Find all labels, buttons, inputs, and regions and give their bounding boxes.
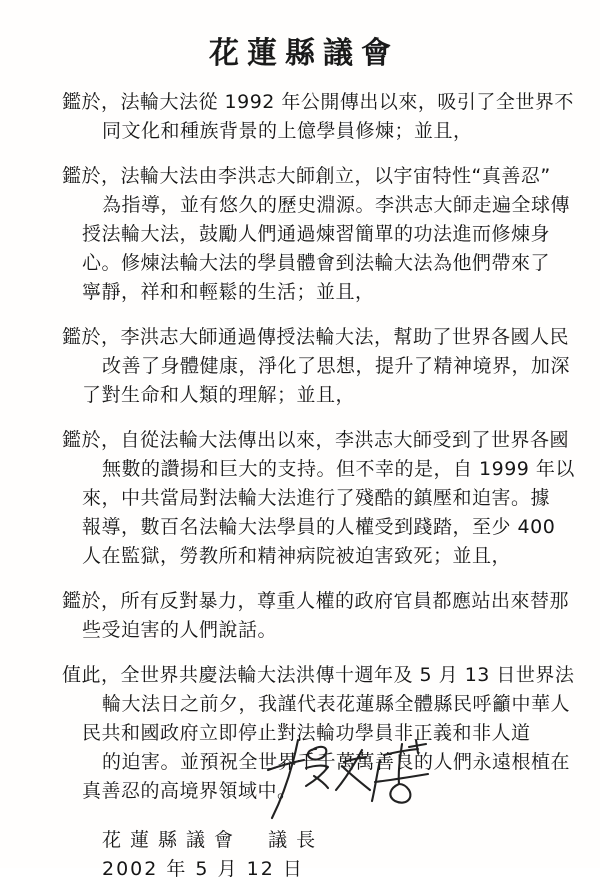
document-line: 些受迫害的人們說話。 [82,619,278,641]
document-line: 鑑於，李洪志大師通過傳授法輪大法，幫助了世界各國人民 [62,326,570,348]
document-line: 值此，全世界共慶法輪大法洪傳十週年及 5 月 13 日世界法 [62,664,575,686]
paragraph [62,323,571,410]
document-line: 同文化和種族背景的上億學員修煉；並且， [102,120,473,142]
document-line: 來，中共當局對法輪大法進行了殘酷的鎮壓和迫害。據 [82,487,551,509]
footer-role-title: 議長 [268,829,325,851]
document-body [0,74,600,806]
document-line: 了對生命和人類的理解；並且， [82,384,356,406]
paragraph [62,587,570,645]
paragraph [62,426,575,571]
document-line: 輪大法日之前夕，我謹代表花蓮縣全體縣民呼籲中華人 [102,693,571,715]
document-line: 無數的讚揚和巨大的支持。但不幸的是，自 1999 年以 [102,458,575,480]
document-line: 心。修煉法輪大法的學員體會到法輪大法為他們帶來了 [82,252,551,274]
document-line: 民共和國政府立即停止對法輪功學員非正義和非人道 [82,722,531,744]
document-line: 人在監獄，勞教所和精神病院被迫害致死；並且， [82,545,512,567]
document-line: 鑑於，法輪大法從 1992 年公開傳出以來，吸引了全世界不 [62,91,574,113]
document-line: 真善忍的高境界領域中。 [82,780,297,802]
document-line: 授法輪大法，鼓勵人們通過煉習簡單的功法進而修煉身 [82,223,551,245]
document-line: 的迫害。並預祝全世界千千萬萬善良的人們永遠根植在 [102,751,571,773]
document-line: 為指導，並有悠久的歷史淵源。李洪志大師走遍全球傳 [102,194,571,216]
paragraph [62,162,571,307]
document-line: 鑑於，所有反對暴力，尊重人權的政府官員都應站出來替那 [62,590,570,612]
paragraph [62,88,574,146]
document-footer [0,826,600,883]
signature-row [102,826,600,855]
document-line: 改善了身體健康，淨化了思想，提升了精神境界，加深 [102,355,571,377]
footer-date: 2002 年 5 月 12 日 [102,858,304,880]
document-line: 鑑於，自從法輪大法傳出以來，李洪志大師受到了世界各國 [62,429,570,451]
document-line: 鑑於，法輪大法由李洪志大師創立，以宇宙特性“真善忍” [62,165,551,187]
document-title: 花蓮縣議會 [209,36,399,71]
document-line: 報導，數百名法輪大法學員的人權受到踐踏，至少 400 [82,516,556,538]
document-line: 寧靜，祥和和輕鬆的生活；並且， [82,281,375,303]
footer-org-name: 花蓮縣議會 [102,829,243,851]
signature-handwriting [258,738,438,823]
